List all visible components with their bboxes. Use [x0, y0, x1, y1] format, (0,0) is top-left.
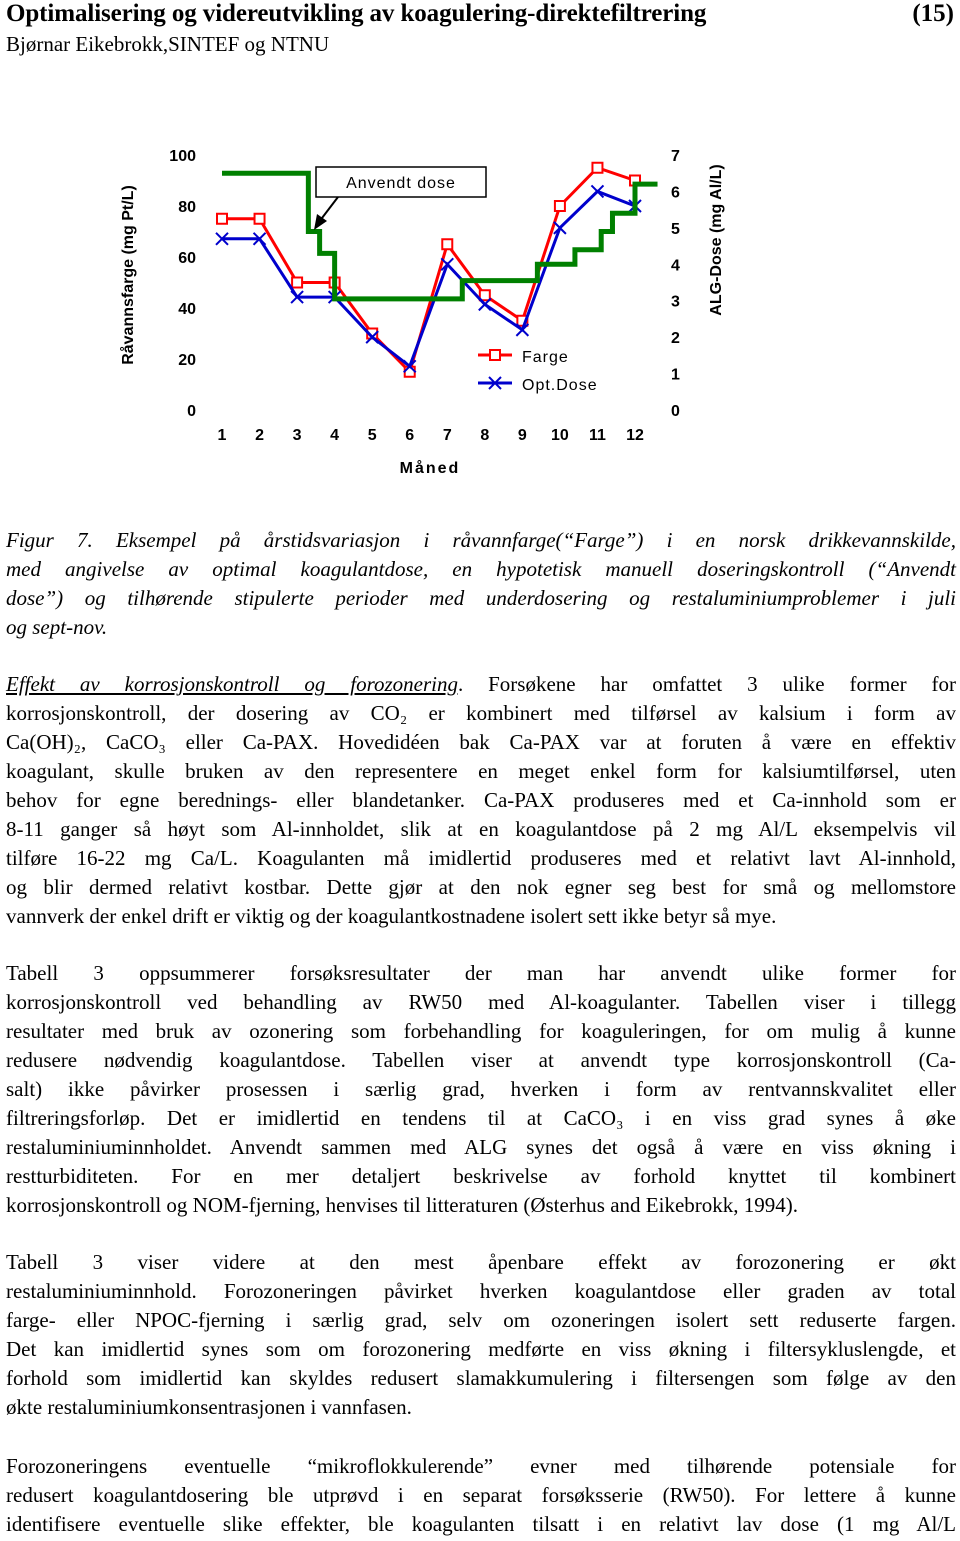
caption-line: dose”) og tilhørende stipulerte perioder med underdosering og restaluminiumproblemer i juli [6, 586, 956, 610]
caption-line: Figur 7. Eksempel på årstidsvariasjon i råvannfarge(“Farge”) i en norsk drikkevannskilde, [6, 528, 956, 552]
y-left-tick-label: 40 [178, 301, 196, 318]
data-point-farge [555, 201, 565, 211]
paragraph-line: Ca(OH)₂, CaCO₃ eller Ca-PAX. Hovedidéen bak Ca-PAX var at foruten å være en effektiv [6, 730, 956, 754]
y-left-axis-title: Råvannsfarge (mg Pt/L) [120, 185, 137, 365]
x-tick-label: 6 [405, 427, 415, 444]
paragraph-line: filtreringsforløp. Det er imidlertid en tendens til at CaCO₃ i en viss grad synes å øke [6, 1106, 956, 1130]
paragraph-mikroflokkulering [6, 1452, 956, 1539]
paragraph-line: økte restaluminiumkonsentrasjonen i vannfasen. [6, 1395, 412, 1419]
paragraph-line: korrosjonskontroll ved behandling av RW50 med Al-koagulanter. Tabellen viser i tillegg [6, 990, 956, 1014]
x-tick-label: 9 [517, 427, 527, 444]
x-tick-label: 2 [255, 427, 264, 444]
section-heading: Effekt av korrosjonskontroll og forozonering [6, 672, 458, 696]
legend-label-opt-dose: Opt.Dose [522, 377, 598, 394]
paragraph-line: Tabell 3 viser videre at den mest åpenbare effekt av forozonering er økt [6, 1250, 956, 1274]
y-right-tick-label: 4 [671, 257, 680, 275]
legend-label-farge: Farge [522, 349, 569, 366]
y-right-tick-label: 7 [671, 148, 680, 165]
paragraph-line: Tabell 3 oppsummerer forsøksresultater der man har anvendt ulike former for [6, 961, 956, 985]
x-tick-label: 10 [551, 427, 569, 444]
legend-marker-farge [490, 350, 500, 360]
x-axis-title: Måned [399, 460, 461, 477]
caption-line: og sept-nov. [6, 615, 108, 639]
paragraph-line: korrosjonskontroll, der dosering av CO₂ er kombinert med tilførsel av kalsium i form av [6, 701, 956, 725]
y-left-tick-label: 60 [178, 250, 196, 267]
y-left-tick-label: 80 [178, 199, 196, 216]
x-tick-label: 8 [480, 427, 490, 444]
y-left-tick-label: 20 [178, 352, 196, 369]
x-tick-label: 7 [442, 427, 452, 444]
x-tick-label: 3 [292, 427, 302, 444]
paragraph-korrosjonskontroll [6, 670, 956, 931]
paragraph-line: restturbiditeten. For en mer detaljert beskrivelse av forhold knyttet til kombinert [6, 1164, 956, 1188]
paragraph-line: Forozoneringens eventuelle “mikroflokkulerende” evner med tilhørende potensiale for [6, 1454, 956, 1478]
x-tick-label: 4 [330, 427, 340, 444]
y-right-axis-title: ALG-Dose (mg Al/L) [708, 164, 725, 316]
caption-line: med angivelse av optimal koagulantdose, en hypotetisk manuell doseringskontroll (“Anvendt [6, 557, 956, 581]
data-point-opt-dose [591, 185, 603, 197]
paragraph-line: koagulant, skulle bruken av den representere en meget enkel form for kalsiumtilførsel, uten [6, 759, 956, 783]
paragraph-line: tilføre 16-22 mg Ca/L. Koagulanten må imidlertid produseres med et relativt lavt Al-innhold, [6, 846, 956, 870]
data-point-farge [292, 278, 302, 288]
figure-caption [6, 526, 956, 642]
y-right-tick-label: 3 [671, 293, 680, 311]
x-tick-label: 1 [217, 427, 227, 444]
annotation-arrowhead [314, 214, 327, 230]
paragraph-line: farge- eller NPOC-fjerning i særlig grad, selv om ozoneringen isolert sett reduserte fargen. [6, 1308, 956, 1332]
annotation-label: Anvendt dose [346, 175, 456, 192]
page-number: (15) [912, 0, 954, 27]
page-header-authors: Bjørnar Eikebrokk,SINTEF og NTNU [6, 32, 330, 56]
paragraph-line: resultater med bruk av ozonering som forbehandling for koaguleringen, for om mulig å kunne [6, 1019, 956, 1043]
x-tick-label: 11 [588, 427, 606, 444]
paragraph-line: redusert koagulantdosering ble utprøvd i en separat forsøksserie (RW50). For lettere å kunne [6, 1483, 956, 1507]
paragraph-line: identifisere eventuelle slike effekter, ble koagulanten tilsatt i en relativt lav dose (1 mg Al/L [6, 1512, 956, 1536]
data-point-farge [217, 214, 227, 224]
data-point-farge [592, 163, 602, 173]
paragraph-line: korrosjonskontroll og NOM-fjerning, henvises til litteraturen (Østerhus and Eikebrokk, 1994). [6, 1193, 799, 1217]
series-line-farge [222, 168, 635, 372]
y-left-tick-label: 100 [169, 148, 196, 165]
paragraph-line: restaluminiuminnholdet. Anvendt sammen med ALG synes det også å være en viss økning i [6, 1135, 956, 1159]
series-line-opt-dose [222, 191, 635, 366]
x-tick-label: 12 [626, 427, 644, 444]
annotation-arrow [322, 197, 338, 218]
y-right-tick-label: 1 [671, 366, 680, 384]
data-point-farge [405, 367, 415, 377]
paragraph-line: Effekt av korrosjonskontroll og forozonering. Forsøkene har omfattet 3 ulike former for [6, 672, 956, 696]
paragraph-line: forhold som imidlertid kan skyldes redusert slamakkumulering i filtersengen som følge av den [6, 1366, 956, 1390]
paragraph-forozonering [6, 1248, 956, 1422]
y-left-tick-label: 0 [187, 403, 196, 420]
paragraph-line: restaluminiuminnhold. Forozoneringen påvirket hverken koagulantdose eller graden av total [6, 1279, 956, 1303]
y-right-tick-label: 6 [671, 184, 680, 202]
y-right-tick-label: 2 [671, 330, 680, 348]
paragraph-line: salt) ikke påvirker prosessen i særlig grad, hverken i form av rentvannskvalitet eller [6, 1077, 956, 1101]
chart [0, 130, 960, 490]
page-header-title: Optimalisering og videreutvikling av koagulering-direktefiltrering [6, 0, 707, 27]
paragraph-line: behov for egne berednings- eller blandetanker. Ca-PAX produseres med et Ca-innhold som er [6, 788, 956, 812]
y-right-tick-label: 5 [671, 220, 680, 238]
paragraph-line: 8-11 ganger så høyt som Al-innholdet, slik at en koagulantdose på 2 mg Al/L eksempelvis vil [6, 817, 956, 841]
paragraph-line: og blir dermed relativt kostbar. Dette gjør at den nok egner seg best for små og mellomstore [6, 875, 956, 899]
paragraph-line: vannverk der enkel drift er viktig og der koagulantkostnadene isolert sett ikke betyr så mye. [6, 904, 777, 928]
y-right-tick-label: 0 [671, 403, 680, 420]
paragraph-line: Det kan imidlertid synes som om forozonering medførte en viss økning i filtersykluslengde, et [6, 1337, 956, 1361]
x-tick-label: 5 [367, 427, 377, 444]
paragraph-line: redusere nødvendig koagulantdose. Tabellen viser at anvendt type korrosjonskontroll (Ca- [6, 1048, 956, 1072]
data-point-farge [442, 239, 452, 249]
paragraph-tabell3 [6, 959, 956, 1220]
data-point-farge [255, 214, 265, 224]
